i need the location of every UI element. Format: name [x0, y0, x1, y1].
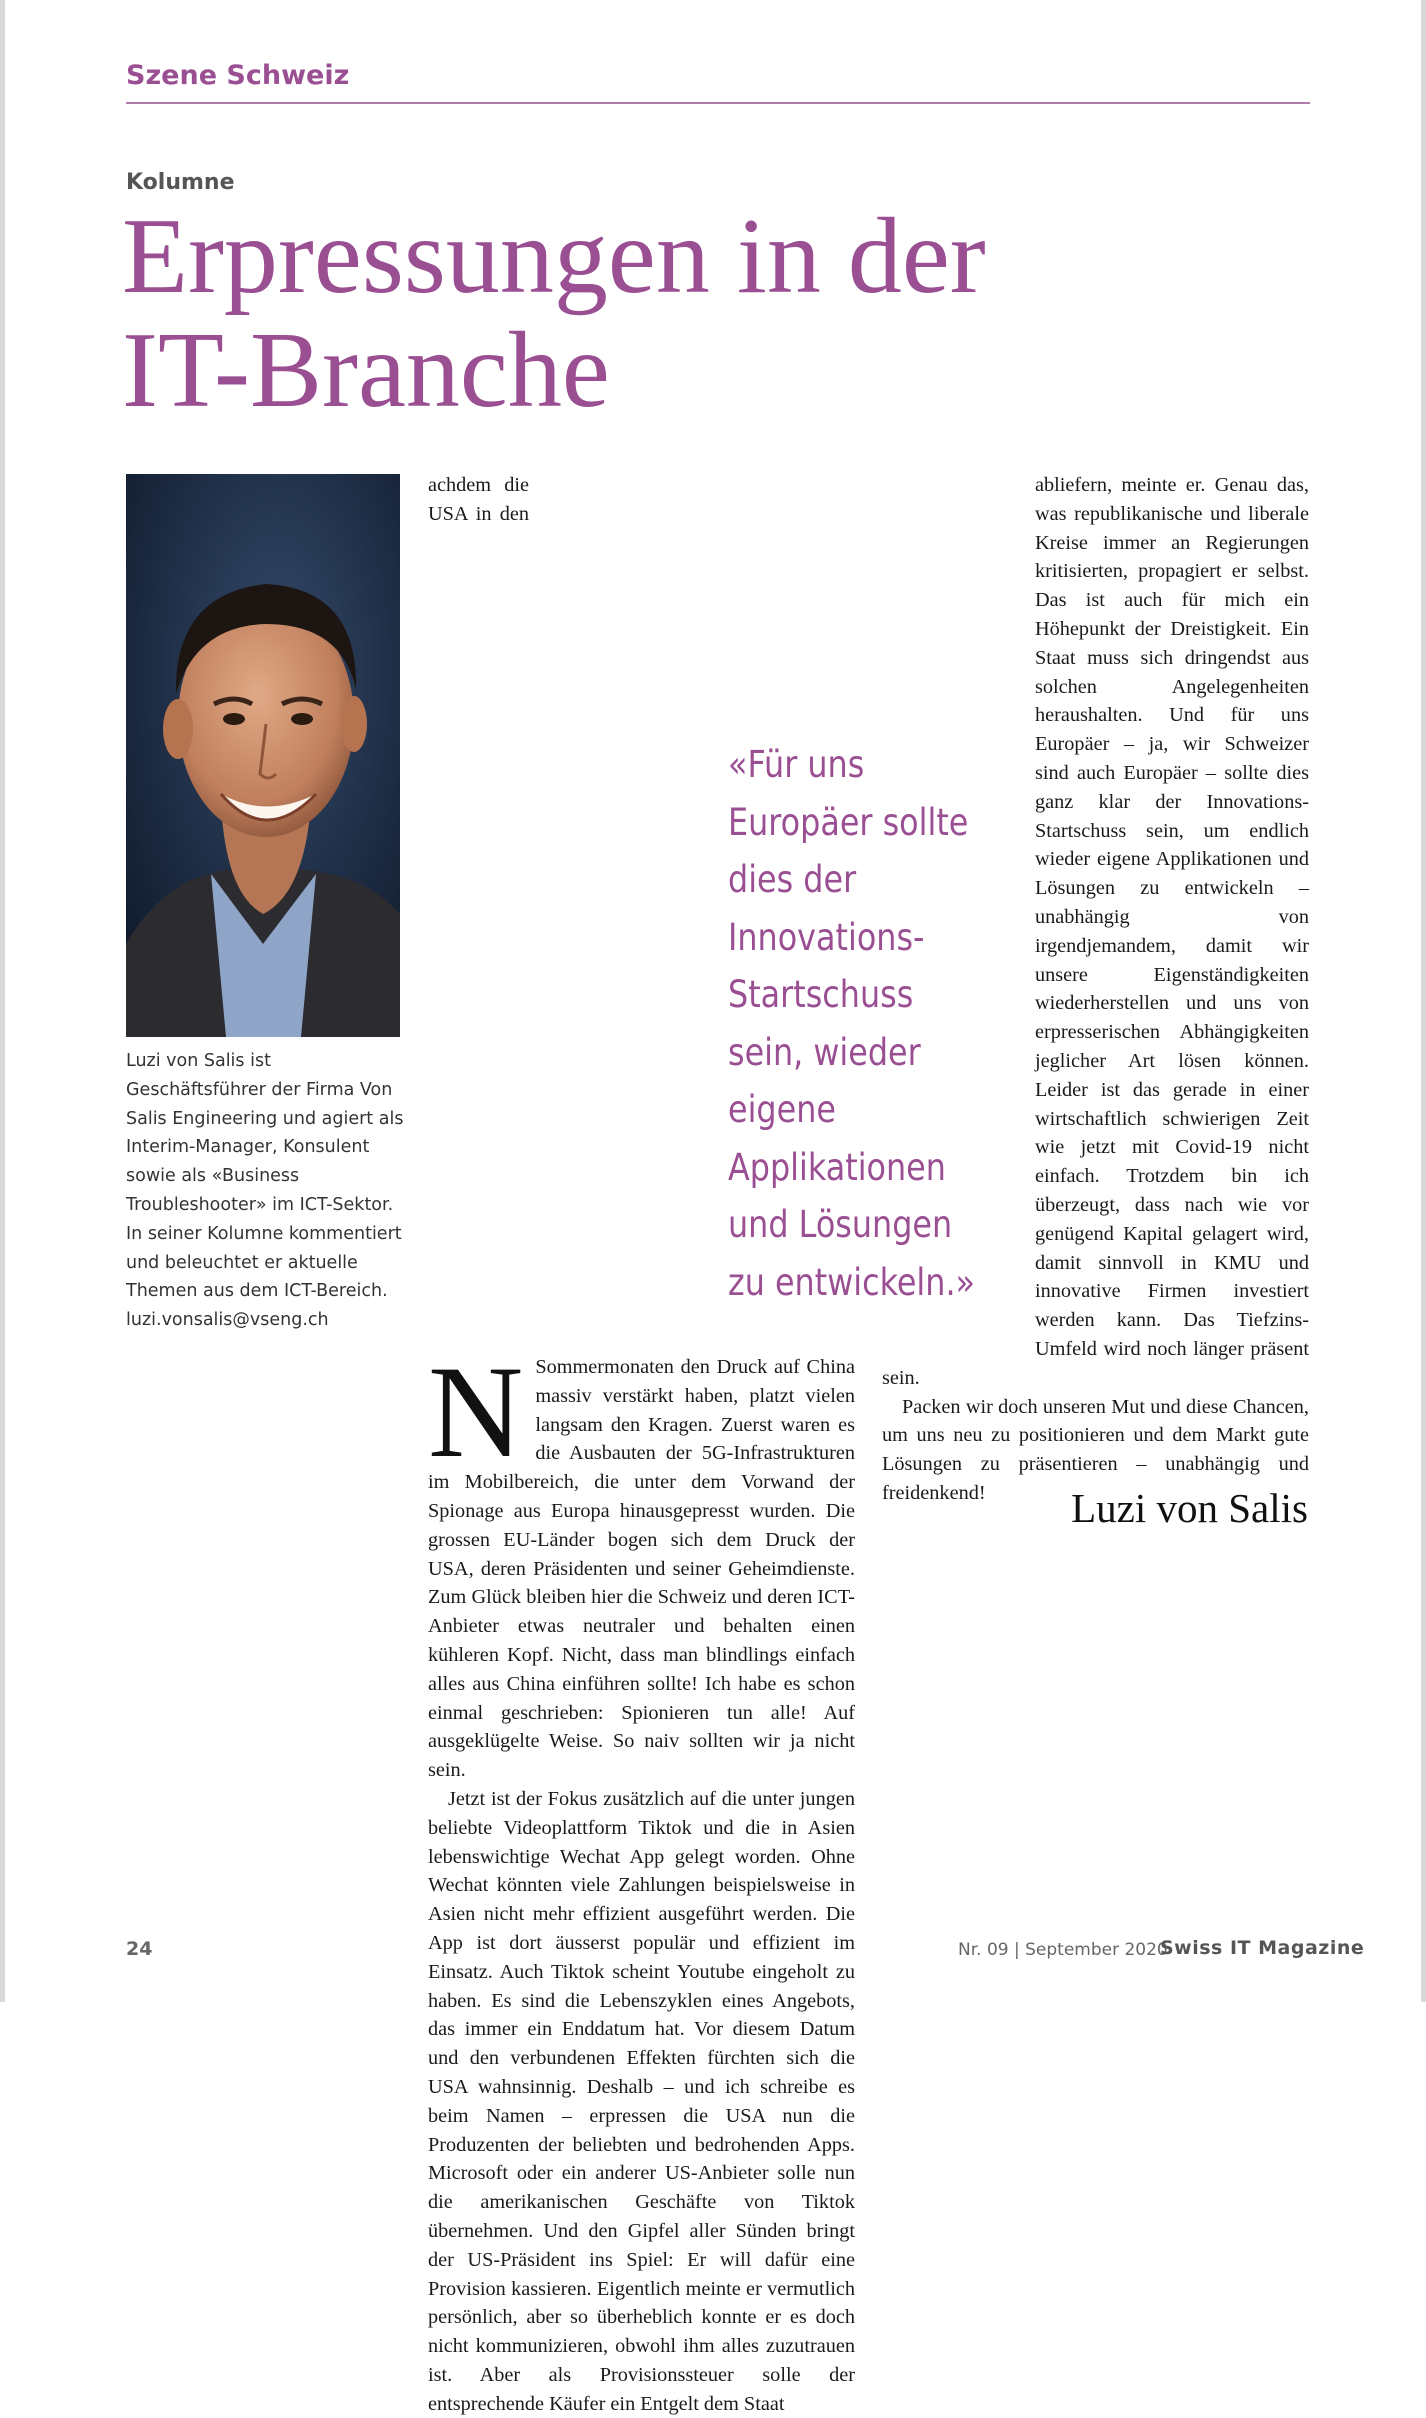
magazine-name: Swiss IT Magazine — [1160, 1937, 1365, 1959]
article-byline: Luzi von Salis — [1071, 1485, 1308, 1531]
author-caption — [126, 1047, 406, 1335]
paragraph: Packen wir doch unseren Mut und diese Chancen, um uns neu zu positionieren und dem Markt gute Lösungen zu präsentieren – unabhängig und freidenkend! — [882, 1395, 1309, 1504]
page-edge-right — [1421, 0, 1426, 2002]
article-title — [122, 197, 986, 430]
title-line-1: Erpressungen in der — [122, 197, 986, 316]
issue-info: Nr. 09 | September 2020 — [958, 1940, 1168, 1960]
author-bio: Luzi von Salis ist Geschäftsführer der Firma Von Salis Engineering und agiert als Interim-Manager, Konsulent sowie als «Business Troubleshooter» im ICT-Sektor. In seiner Kolumne kommentiert und beleuchtet er aktuelle Themen aus dem ICT-Bereich. — [126, 1051, 404, 1302]
header-rule — [126, 102, 1310, 104]
article-column-2 — [882, 471, 1309, 1508]
paragraph: abliefern, meinte er. Genau das, was republikanische und liberale Kreise immer an Regierungen kritisierten, propagiert er selbst. Das ist auch für mich ein Höhepunkt der Dreistigkeit. Ein Staat muss sich dringendst aus solchen Angelegenheiten heraushalten. Und für uns Europäer – ja, wir Schweizer sind auch Europäer – sollte dies ganz klar der Innovations-Startschuss sein, um endlich wieder eigene Applikationen und Lösungen zu entwickeln – unabhängig von irgendjemandem, damit wir unsere Eigenständigkeiten wiederherstellen und uns von erpresserischen Abhängigkeiten jeglicher Art lösen können. Leider ist das gerade in einer wirtschaftlich schwierigen Zeit wie jetzt mit Covid-19 nicht einfach. Trotzdem bin ich überzeugt, dass nach wie vor genügend Kapital gelagert wird, damit sinnvoll in KMU und innovative Firmen investiert werden kann. Das Tiefzins-Umfeld wird noch länger präsent sein. — [882, 474, 1309, 1389]
paragraph: N achdem die USA in den Sommermonaten den Druck auf China massiv verstärkt haben, platzt vielen langsam den Kragen. Zuerst waren es die Ausbauten der 5G-Infrastrukturen im Mobilbereich, die unter dem Vorwand der Spionage aus Europa hinausgepresst wurden. Die grossen EU-Länder bogen sich dem Druck der USA, deren Präsidenten und seiner Geheimdienste. Zum Glück bleiben hier die Schweiz und deren ICT-Anbieter etwas neutraler und behalten einen kühleren Kopf. Nicht, dass man blindlings einfach alles aus China einführen sollte! Ich habe es schon einmal geschrieben: Spionieren tun alle! Auf ausgeklügelte Weise. So naiv sollten wir ja nicht sein. — [428, 474, 855, 1782]
pull-quote-spacer-right — [882, 643, 1035, 1353]
section-title: Szene Schweiz — [126, 60, 350, 91]
article-kicker: Kolumne — [126, 170, 235, 195]
page-number: 24 — [126, 1938, 153, 1960]
page-edge-left — [0, 0, 5, 2002]
title-line-2: IT-Branche — [122, 311, 610, 430]
pull-quote: «Für uns Europäer sollte dies der Innovations-Startschuss sein, wieder eigene Applikationen und Lösungen zu entwickeln.» — [728, 743, 976, 1304]
drop-cap: N — [428, 1338, 524, 1485]
paragraph: Jetzt ist der Fokus zusätzlich auf die unter jungen beliebte Videoplattform Tiktok und die in Asien lebenswichtige Wechat App gelegt worden. Ohne Wechat könnten viele Zahlungen beispielsweise in Asien nicht mehr effizient ausgeführt werden. Die App ist dort äusserst populär und effizient im Einsatz. Auch Tiktok scheint Youtube eingeholt zu haben. Es sind die Lebenszyklen eines Angebots, das immer ein Enddatum hat. Vor diesem Datum und den verbundenen Effekten fürchten sich die USA wahnsinnig. Deshalb – und ich schreibe es beim Namen – erpressen die USA nun die Produzenten der beliebten und bedrohenden Apps. Microsoft oder ein anderer US-Anbieter solle nun die amerikanischen Geschäfte von Tiktok übernehmen. Und den Gipfel aller Sünden bringt der US-Präsident ins Spiel: Er will dafür eine Provision kassieren. Eigentlich meinte er vermutlich persönlich, aber so überheblich konnte er es doch nicht kommunizieren, obwohl ihm alles zuzutrauen ist. Aber als Provisionssteuer solle der entsprechende Käufer ein Entgelt dem Staat — [428, 1787, 855, 2415]
author-email[interactable]: luzi.vonsalis@vseng.ch — [126, 1310, 329, 1331]
author-portrait — [126, 474, 400, 1037]
